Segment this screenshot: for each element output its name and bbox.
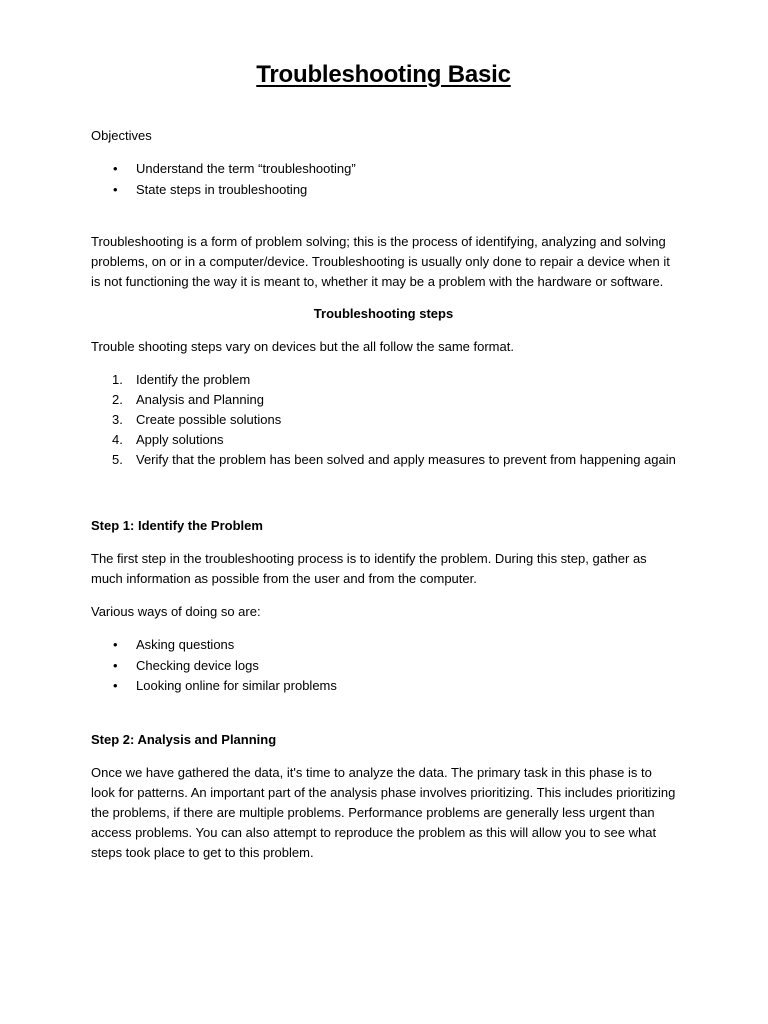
list-item: • Looking online for similar problems bbox=[91, 676, 676, 697]
steps-intro-paragraph: Trouble shooting steps vary on devices but the all follow the same format. bbox=[91, 339, 514, 354]
step-text: Apply solutions bbox=[136, 432, 224, 447]
list-item bbox=[91, 410, 676, 430]
step-text: Create possible solutions bbox=[136, 412, 282, 427]
step1-ways-intro: Various ways of doing so are: bbox=[91, 604, 261, 619]
list-item bbox=[91, 370, 676, 390]
intro-paragraph: Troubleshooting is a form of problem solving; this is the process of identifying, analyzing and solving problems, on or in a computer/device. Troubleshooting is usually only done to repair a device when it is not functioning the way it is meant to, whether it may be a problem with the hardware or software. bbox=[91, 234, 670, 289]
list-item: • State steps in troubleshooting bbox=[91, 180, 676, 201]
step-number: 2. bbox=[112, 392, 123, 407]
step-number: 1. bbox=[112, 372, 123, 387]
list-item: • Asking questions bbox=[91, 635, 676, 656]
step-text: Identify the problem bbox=[136, 372, 251, 387]
list-item bbox=[91, 450, 676, 470]
step-number: 3. bbox=[112, 412, 123, 427]
step1-ways-list bbox=[91, 635, 676, 697]
step-text: Analysis and Planning bbox=[136, 392, 264, 407]
step-number: 5. bbox=[112, 452, 123, 467]
step2-paragraph: Once we have gathered the data, it's time to analyze the data. The primary task in this phase is to look for patterns. An important part of the analysis phase involves prioritizing. This includes prioritizing the problems, if there are multiple problems. Performance problems are generally less urgent than access problems. You can also attempt to reproduce the problem as this will allow you to see what steps took place to get to this problem. bbox=[91, 764, 676, 860]
steps-heading: Troubleshooting steps bbox=[313, 306, 454, 321]
objectives-list bbox=[91, 159, 676, 200]
step-number: 4. bbox=[112, 432, 123, 447]
step2-heading: Step 2: Analysis and Planning bbox=[91, 731, 277, 747]
step1-heading: Step 1: Identify the Problem bbox=[91, 518, 263, 533]
step1-paragraph: The first step in the troubleshooting process is to identify the problem. During this step, gather as much information as possible from the user and from the computer. bbox=[91, 551, 647, 586]
list-item: • Understand the term “troubleshooting” bbox=[91, 159, 676, 180]
page-title: Troubleshooting Basic bbox=[256, 61, 511, 88]
list-item: • Checking device logs bbox=[91, 656, 676, 677]
list-item bbox=[91, 390, 676, 410]
list-item bbox=[91, 430, 676, 450]
step-text: Verify that the problem has been solved and apply measures to prevent from happening again bbox=[136, 452, 676, 467]
steps-list bbox=[91, 370, 676, 470]
objectives-label: Objectives bbox=[91, 128, 152, 143]
